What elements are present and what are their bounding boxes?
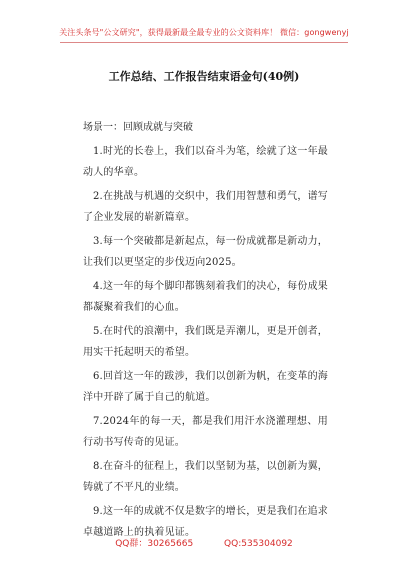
document-body: [83, 117, 328, 546]
list-item: 4.这一年的每个脚印都镌刻着我们的决心，每份成果都凝聚着我们的心血。: [83, 281, 328, 313]
list-item: 6.回首这一年的跋涉，我们以创新为帆，在变革的海洋中开辟了属于自己的航道。: [83, 371, 328, 403]
list-item: 2.在挑战与机遇的交织中，我们用智慧和勇气，谱写了企业发展的崭新篇章。: [83, 191, 328, 223]
footer-qq-group: QQ群：30265665: [115, 539, 194, 549]
header-banner: 关注头条号"公文研究"，获得最新最全最专业的公文资料库！ 微信：gongwenyj: [59, 28, 349, 37]
document-title: 工作总结、工作报告结束语金句(40例): [108, 70, 300, 83]
scene-heading: 场景一：回顾成就与突破: [83, 122, 193, 133]
list-item: 3.每一个突破都是新起点，每一份成就都是新动力，让我们以更坚定的步伐迈向2025。: [83, 236, 328, 268]
list-item: 9.这一年的成就不仅是数字的增长，更是我们在追求卓越道路上的执着见证。: [83, 506, 328, 538]
footer-contact: [0, 536, 408, 549]
list-item: 7.2024年的每一天，都是我们用汗水浇灌理想、用行动书写传奇的见证。: [83, 416, 328, 448]
footer-qq: QQ:535304092: [224, 539, 293, 549]
list-item: 1.时光的长卷上，我们以奋斗为笔，绘就了这一年最动人的华章。: [83, 146, 328, 178]
header-divider: [60, 42, 348, 43]
list-item: 5.在时代的浪潮中，我们既是弄潮儿，更是开创者，用实干托起明天的希望。: [83, 326, 328, 358]
list-item: 8.在奋斗的征程上，我们以坚韧为基，以创新为翼，铸就了不平凡的业绩。: [83, 461, 328, 493]
